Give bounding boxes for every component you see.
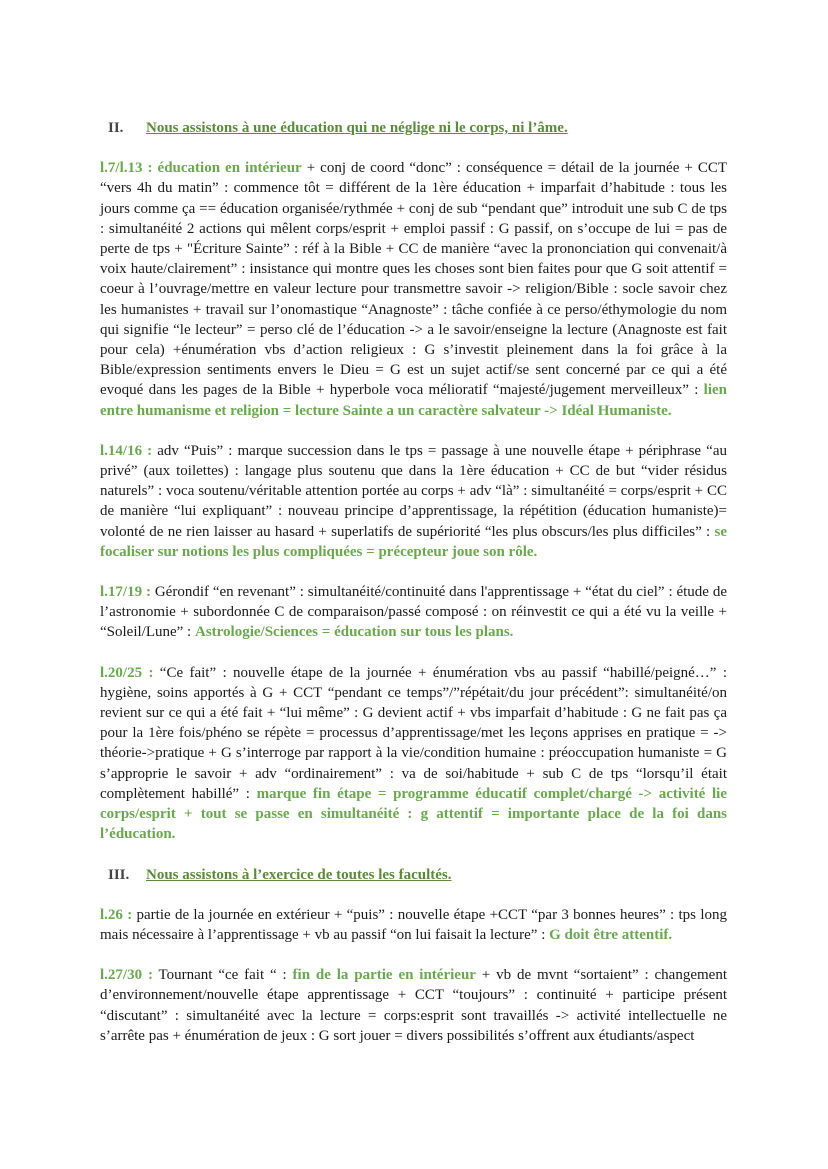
section-number: III. [108,866,130,883]
conclusion-text: G doit être attentif. [549,926,673,943]
document-page [100,118,727,1066]
line-reference: l.20/25 : [100,664,154,681]
analysis-paragraph [100,905,727,945]
line-reference: l.7/l.13 : [100,160,153,177]
section-title: Nous assistons à l’exercice de toutes les facultés. [146,866,452,883]
body-text: Gérondif “en revenant” : simultanéité/continuité dans l'apprentissage + “état du ciel” : étude de l’astronomie + subordonnée C de comparaison/passé composé : on réinvestit ce qui a été vu la veille + “Soleil/Lune” : [100,584,727,641]
conclusion-text: marque fin étape = programme éducatif complet/chargé -> activité lie corps/esprit + tout se passe en simultanéité : g attentif = importante place de la foi dans l’éducation. [100,785,727,843]
body-text: + vb de mvnt “sortaient” : changement d’environnement/nouvelle étape apprentissage + CCT “toujours” : continuité + participe présent “discutant” : simultanéité avec la lecture = corps:esprit sont travaillés -> activité intellectuelle ne s’arrête pas + énumération de jeux : G sort jouer = divers possibilités s’offrent aux étudiants/aspect [100,967,727,1044]
highlight-text: éducation en intérieur [157,160,302,177]
analysis-paragraph [100,441,727,562]
analysis-paragraph [100,965,727,1046]
section-heading-3 [100,865,727,885]
line-reference: l.27/30 : [100,967,153,984]
line-reference: l.14/16 : [100,442,153,459]
body-text: + conj de coord “donc” : conséquence = détail de la journée + CCT “vers 4h du matin” : commence tôt = différent de la 1ère éducation + imparfait d’habitude : tous les jours comme ça == éducation organisée/rythmée + conj de sub “pendant que” introduit une sub C de tps : simultanéité 2 actions qui mêlent corps/esprit + emploi passif : G passif, on s’occupe de lui = pas de perte de tps + "Écriture Sainte” : réf à la Bible + CC de manière “avec la prononciation qui convenait/à voix haute/clairement” : insistance qui montre ques les choses sont bien faites pour que G soit attentif = coeur à l’ouvrage/mettre en valeur lecture pour transmettre savoir -> religion/Bible : socle savoir chez les humanistes + travail sur l’onomastique “Anagnoste” : tâche confiée à ce perso/éthymologie du nom qui signifie “le lecteur” = perso clé de l’éducation -> a le savoir/enseigne la lecture (Anagnoste est fait pour cela) +énumération vbs d’action religieux : G s’investit pleinement dans la foi grâce à la Bible/expression sentiments envers le Dieu = G est un sujet actif/se sent concerné par ce qui a été evoqué dans les pages de la Bible + hyperbole voca mélioratif “majesté/jugement merveilleux” : [100,160,728,399]
section-title: Nous assistons à une éducation qui ne néglige ni le corps, ni l’âme. [146,120,568,136]
analysis-paragraph [100,582,727,643]
section-heading-2 [100,118,727,138]
body-text: Tournant “ce fait “ : [152,967,293,984]
analysis-paragraph [100,158,727,421]
analysis-paragraph [100,663,727,845]
body-text: “Ce fait” : nouvelle étape de la journée + énumération vbs au passif “habillé/peigné…” : hygiène, soins apportés à G + CCT “pendant ce temps”/”répétait/du jour précédent”: simultanéité/on revient sur ce qui a été fait + “lui même” : G devient actif + vbs imparfait d’habitude : G ne fait pas ça pour la 1ère fois/phéno se répète = processus d’apprentissage/met les leçons apprises en pratique = -> théorie->pratique + G s’interroge par rapport à la vie/condition humaine : préoccupation humaniste = G s’approprie le savoir + adv “ordinairement” : va de soi/habitude + sub C de tps “lorsqu’il était complètement habillé” : [100,664,727,802]
conclusion-text: Astrologie/Sciences = éducation sur tous les plans. [194,624,514,641]
section-number: II. [108,120,124,136]
body-text: adv “Puis” : marque succession dans le tps = passage à une nouvelle étape + périphrase “au privé” (aux toilettes) : langage plus soutenu que dans la 1ère éducation + CC de but “vider résidus naturels” : voca soutenu/véritable attention portée au corps + adv “là” : simultanéité = corps/esprit + CC de manière “lui expliquant” : nouveau principe d’apprentissage, la répétition (éducation humaniste)= volonté de ne rien laisser au hasard + superlatifs de supériorité “les plus obscurs/les plus difficiles” : [100,442,727,540]
body-text: partie de la journée en extérieur + “puis” : nouvelle étape +CCT “par 3 bonnes heures” : tps long mais nécessaire à l’apprentissage + vb au passif “on lui faisait la lecture” : [100,906,727,943]
conclusion-text: lien entre humanisme et religion = lecture Sainte a un caractère salvateur -> Idéal Humaniste. [100,382,727,419]
line-reference: l.17/19 : [100,584,151,601]
highlight-text: fin de la partie en intérieur [292,967,476,984]
line-reference: l.26 : [100,906,133,923]
conclusion-text: se focaliser sur notions les plus compliquées = précepteur joue son rôle. [100,523,727,560]
